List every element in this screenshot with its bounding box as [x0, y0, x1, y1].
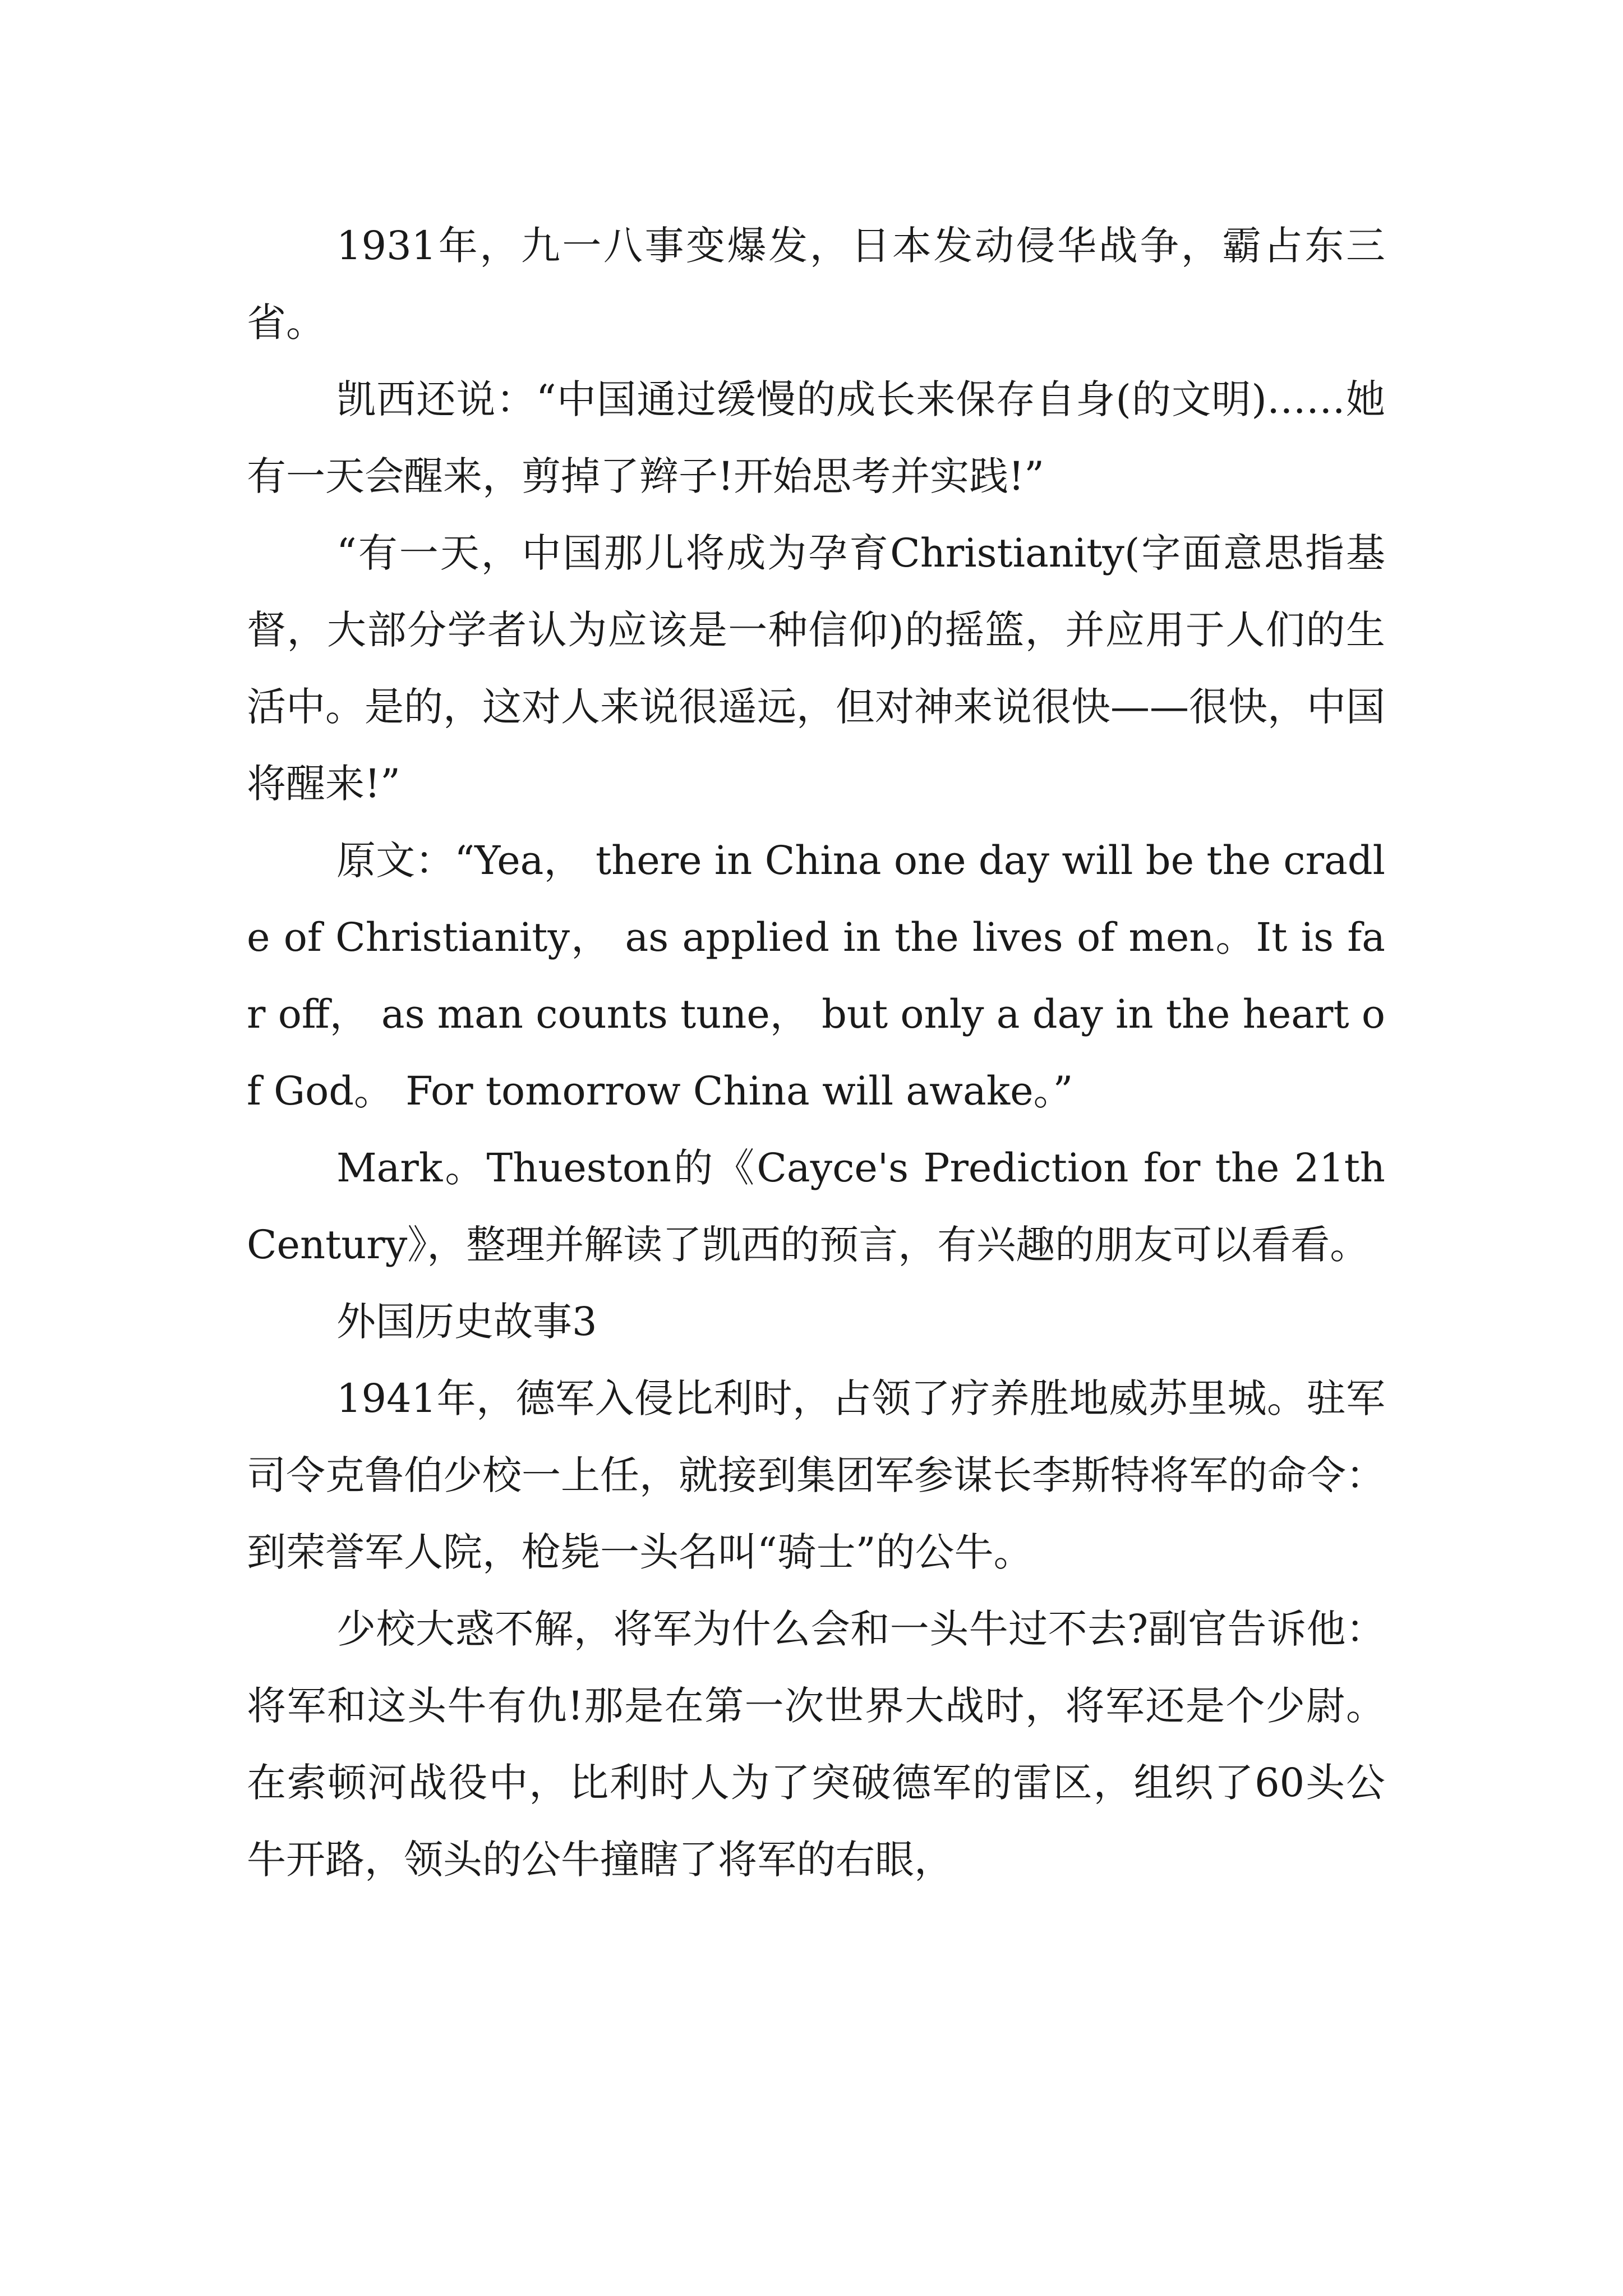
paragraph-1: 1931年，九一八事变爆发，日本发动侵华战争，霸占东三省。	[247, 223, 1385, 346]
paragraph-2: 凯西还说：“中国通过缓慢的成长来保存自身(的文明)……她有一天会醒来，剪掉了辫子!开始思考并实践!”	[247, 376, 1385, 499]
paragraph-3: “有一天，中国那儿将成为孕育Christianity(字面意思指基督，大部分学者认为应该是一种信仰)的摇篮，并应用于人们的生活中。是的，这对人来说很遥远，但对神来说很快——很快，中国将醒来!”	[247, 530, 1385, 807]
paragraph-4: 原文：“Yea， there in China one day will be the cradle of Christianity， as applied in the lives of men。It is far off， as man counts tune， but only a day in the heart of God。 For tomorrow China will awake。”	[247, 838, 1385, 1114]
paragraph-6: 1941年，德军入侵比利时，占领了疗养胜地威苏里城。驻军司令克鲁伯少校一上任，就接到集团军参谋长李斯特将军的命令：到荣誉军人院，枪毙一头名叫“骑士”的公牛。	[247, 1375, 1385, 1575]
paragraph-7: 少校大惑不解，将军为什么会和一头牛过不去?副官告诉他：将军和这头牛有仇!那是在第一次世界大战时，将军还是个少尉。在索顿河战役中，比利时人为了突破德军的雷区，组织了60头公牛开路，领头的公牛撞瞎了将军的右眼，	[247, 1606, 1385, 1883]
paragraph-5: Mark。Thueston的《Cayce's Prediction for the 21th Century》，整理并解读了凯西的预言，有兴趣的朋友可以看看。	[247, 1145, 1385, 1268]
section-heading: 外国历史故事3	[336, 1299, 597, 1345]
document-page	[247, 208, 1385, 1898]
